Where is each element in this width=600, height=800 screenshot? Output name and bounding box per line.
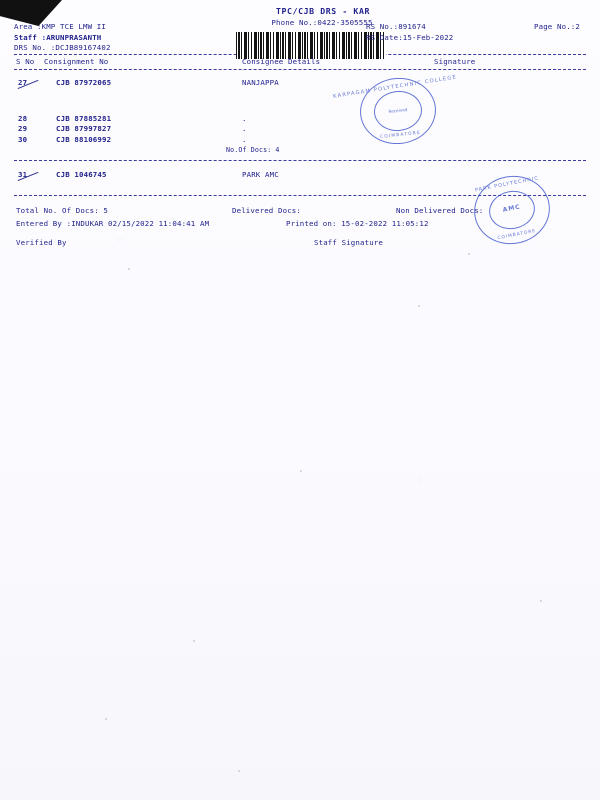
stamp-bottom-text: COIMBATORE bbox=[379, 130, 422, 141]
phone-number: Phone No.:0422-3505555 bbox=[271, 18, 373, 28]
area-line: Area :KMP TCE LMW II bbox=[14, 22, 106, 31]
footer-entered-row bbox=[14, 217, 586, 230]
table-header bbox=[14, 57, 586, 67]
barcode-icon bbox=[236, 32, 386, 59]
row-consignment: CJB 1046745 bbox=[56, 170, 107, 180]
staff-line: Staff :ARUNPRASANTH bbox=[14, 32, 102, 42]
table-row bbox=[14, 114, 586, 125]
row-sno: 29 bbox=[18, 124, 28, 133]
row-consignment: CJB 87972065 bbox=[56, 78, 112, 87]
page-number: Page No.:2 bbox=[534, 22, 580, 31]
non-delivered-docs: Non Delivered Docs: bbox=[396, 205, 484, 215]
divider-bottom bbox=[14, 195, 586, 196]
column-header-signature: Signature bbox=[434, 57, 476, 66]
divider-header bbox=[14, 69, 586, 70]
column-header-sno: S No bbox=[16, 57, 35, 66]
row-sno: 30 bbox=[18, 134, 28, 144]
total-docs: Total No. Of Docs: 5 bbox=[16, 205, 108, 215]
scan-speck bbox=[105, 718, 107, 720]
row-sno: 27 bbox=[18, 78, 28, 87]
row-consignee: . bbox=[242, 134, 247, 144]
row-consignee: NANJAPPA bbox=[242, 78, 279, 87]
table-row bbox=[14, 78, 586, 89]
rs-date-line: RS Date:15-Feb-2022 bbox=[366, 32, 454, 42]
scan-speck bbox=[468, 253, 470, 255]
staff-signature-label: Staff Signature bbox=[314, 237, 383, 247]
stamp-bottom-text: COIMBATORE bbox=[497, 228, 537, 242]
stamp-inner-text: Received bbox=[372, 89, 424, 134]
docs-count-note: No.Of Docs: 4 bbox=[226, 146, 280, 154]
row-sno: 28 bbox=[18, 113, 28, 123]
verified-by: Verified By bbox=[16, 237, 67, 247]
footer-totals-row bbox=[14, 204, 586, 217]
entered-by: Entered By :INDUKAR 02/15/2022 11:04:41 AM bbox=[16, 218, 210, 228]
scan-speck bbox=[300, 470, 302, 472]
document-title: TPC/CJB DRS - KAR bbox=[276, 6, 370, 16]
table-row bbox=[14, 170, 586, 181]
scan-speck bbox=[128, 268, 130, 270]
table-row bbox=[14, 135, 586, 146]
column-header-consignee: Consignee Details bbox=[242, 57, 321, 66]
scan-speck bbox=[193, 640, 195, 642]
printed-on: Printed on: 15-02-2022 11:05:12 bbox=[286, 218, 429, 228]
row-consignee: . bbox=[242, 124, 247, 133]
stamp-top-text: KARPAGAM POLYTECHNIC COLLEGE bbox=[333, 74, 458, 100]
scan-speck bbox=[238, 770, 240, 772]
drs-no-line: DRS No. :DCJB89167402 bbox=[14, 43, 111, 53]
stamp-mid-text: AMC bbox=[502, 203, 522, 214]
header-right-block bbox=[366, 22, 453, 43]
delivery-run-sheet bbox=[14, 6, 586, 249]
document-footer bbox=[14, 204, 586, 249]
divider-group bbox=[14, 160, 586, 161]
header-left-block bbox=[14, 22, 111, 54]
table-row bbox=[14, 124, 586, 135]
row-consignee: . bbox=[242, 113, 247, 123]
stamp-top-text: PARK POLYTECHNIC bbox=[474, 175, 540, 194]
scan-speck bbox=[418, 305, 420, 307]
row-sno: 31 bbox=[18, 170, 28, 180]
document-header bbox=[14, 6, 586, 52]
row-consignee: PARK AMC bbox=[242, 170, 279, 180]
delivered-docs: Delivered Docs: bbox=[232, 205, 301, 215]
row-consignment: CJB 87997827 bbox=[56, 124, 112, 133]
footer-signature-row bbox=[14, 236, 586, 249]
column-header-consignment: Consignment No bbox=[44, 57, 109, 66]
rs-no-line: RS No.:891674 bbox=[366, 22, 426, 31]
scan-speck bbox=[540, 600, 542, 602]
row-consignment: CJB 87885281 bbox=[56, 113, 112, 123]
row-consignment: CJB 88106992 bbox=[56, 134, 112, 144]
